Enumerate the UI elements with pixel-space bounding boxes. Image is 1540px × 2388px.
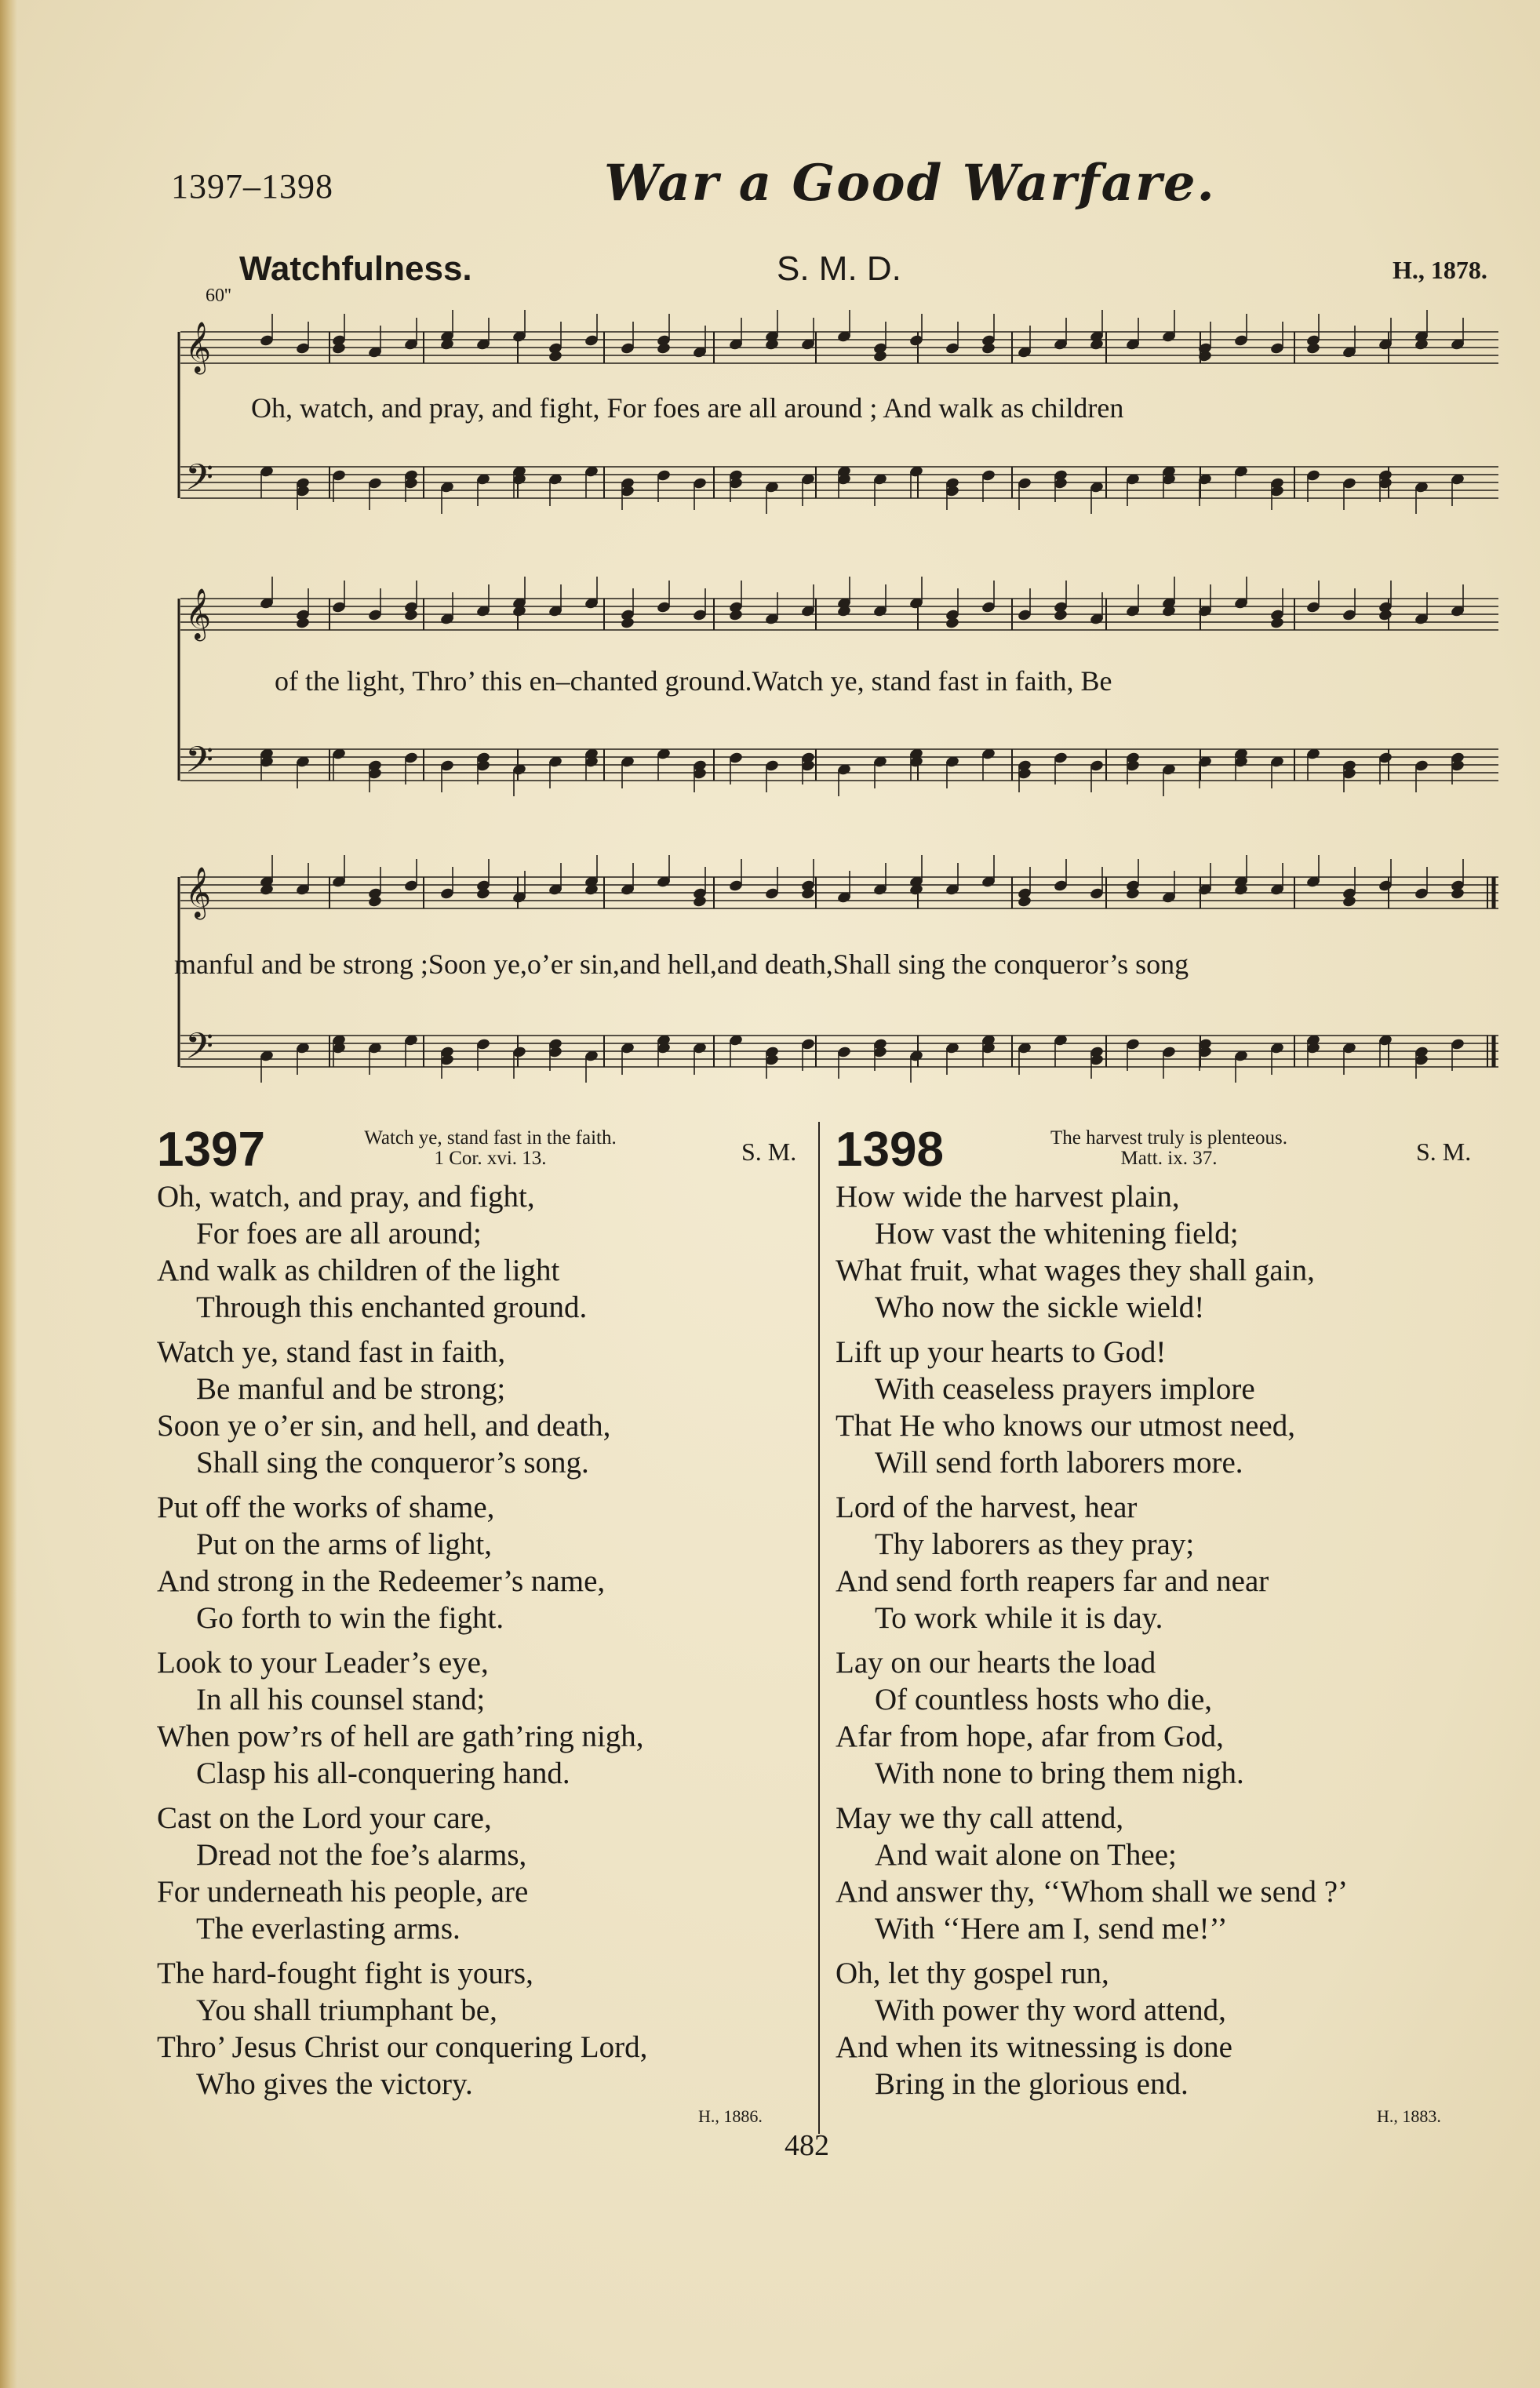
stanza-line: How wide the harvest plain, xyxy=(836,1180,1180,1214)
stanza-line: Oh, watch, and pray, and fight, xyxy=(157,1180,535,1214)
tune-meter: S. M. D. xyxy=(777,249,901,288)
stanza xyxy=(836,1800,1348,1947)
stanza-line: Who now the sickle wield! xyxy=(875,1290,1205,1324)
stanza-line: How vast the whitening field; xyxy=(875,1217,1239,1250)
scripture-reference: 1 Cor. xvi. 13. xyxy=(434,1148,547,1169)
stanza-line: To work while it is day. xyxy=(875,1601,1163,1635)
stanza-line: What fruit, what wages they shall gain, xyxy=(836,1254,1315,1287)
stanza xyxy=(157,1489,647,1636)
stanza xyxy=(836,1489,1348,1636)
stanza-line: Oh, let thy gospel run, xyxy=(836,1957,1109,1990)
stanza xyxy=(157,1955,647,2102)
scripture-reference: Matt. ix. 37. xyxy=(1120,1148,1218,1169)
stanza-line: Go forth to win the fight. xyxy=(196,1601,504,1635)
hymn-epigraph xyxy=(302,1128,679,1169)
stanza-line: And send forth reapers far and near xyxy=(836,1564,1269,1598)
stanza xyxy=(157,1800,647,1947)
hymn-credit: H., 1886. xyxy=(698,2106,763,2126)
hymn-meter: S. M. xyxy=(1416,1138,1472,1166)
treble-clef-icon: 𝄞 xyxy=(185,867,212,918)
epigraph-text: Watch ye, stand fast in the faith. xyxy=(364,1127,617,1148)
stanza-line: And answer thy, ‘‘Whom shall we send ?’ xyxy=(836,1875,1349,1909)
stanza-line: The hard-fought fight is yours, xyxy=(157,1957,533,1990)
stanza-line: With power thy word attend, xyxy=(875,1993,1226,2027)
stanza-line: And when its witnessing is done xyxy=(836,2030,1232,2064)
stanza-line: Lord of the harvest, hear xyxy=(836,1491,1138,1524)
hymn-epigraph xyxy=(981,1128,1357,1169)
page-number: 482 xyxy=(785,2129,829,2162)
tune-name: Watchfulness. xyxy=(239,249,472,288)
stanza-line: When pow’rs of hell are gath’ring nigh, xyxy=(157,1720,644,1753)
stanza-line: May we thy call attend, xyxy=(836,1801,1124,1835)
stanza-line: Watch ye, stand fast in faith, xyxy=(157,1335,506,1369)
music-lyric-line-1: Oh, watch, and pray, and fight, For foes are all around ; And walk as children xyxy=(251,392,1124,424)
stanza-line: Bring in the glorious end. xyxy=(875,2067,1189,2101)
stanza xyxy=(157,1178,647,1326)
stanza-line: Clasp his all-conquering hand. xyxy=(196,1756,570,1790)
hymn-credit: H., 1883. xyxy=(1377,2106,1441,2126)
tempo-marking: 60'' xyxy=(206,286,231,306)
bass-clef-icon: 𝄢 xyxy=(185,1025,214,1076)
hymn-number: 1398 xyxy=(836,1123,944,1177)
stanza xyxy=(836,1178,1348,1326)
stanza-line: Afar from hope, afar from God, xyxy=(836,1720,1224,1753)
stanza-line: Cast on the Lord your care, xyxy=(157,1801,492,1835)
treble-clef-icon: 𝄞 xyxy=(185,588,212,639)
bass-clef-icon: 𝄢 xyxy=(185,457,214,508)
stanza xyxy=(836,1955,1348,2102)
page-title: War a Good Warfare. xyxy=(604,154,1216,213)
bass-clef-icon: 𝄢 xyxy=(185,739,214,790)
stanza xyxy=(836,1334,1348,1481)
music-lyric-line-2: of the light, Thro’ this en–chanted ground.Watch ye, stand fast in faith, Be xyxy=(275,665,1112,697)
hymn-number: 1397 xyxy=(157,1123,265,1177)
stanza-line: Put off the works of shame, xyxy=(157,1491,495,1524)
stanza-line: And wait alone on Thee; xyxy=(875,1838,1177,1872)
stanza-line: Lift up your hearts to God! xyxy=(836,1335,1167,1369)
stanza-line: Be manful and be strong; xyxy=(196,1372,506,1406)
staff-notation-2 xyxy=(165,577,1506,820)
stanza-line: Thy laborers as they pray; xyxy=(875,1527,1195,1561)
stanza-line: With none to bring them nigh. xyxy=(875,1756,1244,1790)
stanza-line: Of countless hosts who die, xyxy=(875,1683,1213,1716)
epigraph-text: The harvest truly is plenteous. xyxy=(1050,1127,1287,1148)
stanza-line: Through this enchanted ground. xyxy=(196,1290,588,1324)
stanza-line: Look to your Leader’s eye, xyxy=(157,1646,489,1680)
stanza-line: For foes are all around; xyxy=(196,1217,482,1250)
stanza-line: That He who knows our utmost need, xyxy=(836,1409,1295,1443)
hymn-stanzas xyxy=(836,1178,1348,2110)
stanza xyxy=(157,1644,647,1792)
stanza-line: Dread not the foe’s alarms, xyxy=(196,1838,527,1872)
stanza-line: For underneath his people, are xyxy=(157,1875,529,1909)
stanza-line: In all his counsel stand; xyxy=(196,1683,486,1716)
music-system-2 xyxy=(165,577,1506,820)
stanza-line: Soon ye o’er sin, and hell, and death, xyxy=(157,1409,611,1443)
column-divider xyxy=(818,1122,820,2134)
staff-notation-3 xyxy=(165,855,1506,1106)
stanza-line: Who gives the victory. xyxy=(196,2067,473,2101)
stanza-line: Put on the arms of light, xyxy=(196,1527,492,1561)
treble-clef-icon: 𝄞 xyxy=(185,322,212,373)
stanza-line: With ceaseless prayers implore xyxy=(875,1372,1255,1406)
tune-credit: H., 1878. xyxy=(1393,256,1487,284)
stanza-line: And strong in the Redeemer’s name, xyxy=(157,1564,606,1598)
hymn-number-range: 1397–1398 xyxy=(171,167,333,206)
stanza-line: Thro’ Jesus Christ our conquering Lord, xyxy=(157,2030,648,2064)
stanza-line: Lay on our hearts the load xyxy=(836,1646,1156,1680)
stanza-line: And walk as children of the light xyxy=(157,1254,560,1287)
music-system-3 xyxy=(165,855,1506,1106)
stanza xyxy=(836,1644,1348,1792)
stanza-line: Shall sing the conqueror’s song. xyxy=(196,1446,589,1480)
hymn-meter: S. M. xyxy=(741,1138,797,1166)
stanza-line: With ‘‘Here am I, send me!’’ xyxy=(875,1912,1228,1946)
stanza xyxy=(157,1334,647,1481)
stanza-line: You shall triumphant be, xyxy=(196,1993,497,2027)
stanza-line: The everlasting arms. xyxy=(196,1912,461,1946)
music-system-1 xyxy=(165,310,1506,537)
music-lyric-line-3: manful and be strong ;Soon ye,o’er sin,and hell,and death,Shall sing the conqueror’s song xyxy=(174,948,1189,980)
stanza-line: Will send forth laborers more. xyxy=(875,1446,1243,1480)
hymn-stanzas xyxy=(157,1178,647,2110)
page-edge xyxy=(0,0,17,2388)
